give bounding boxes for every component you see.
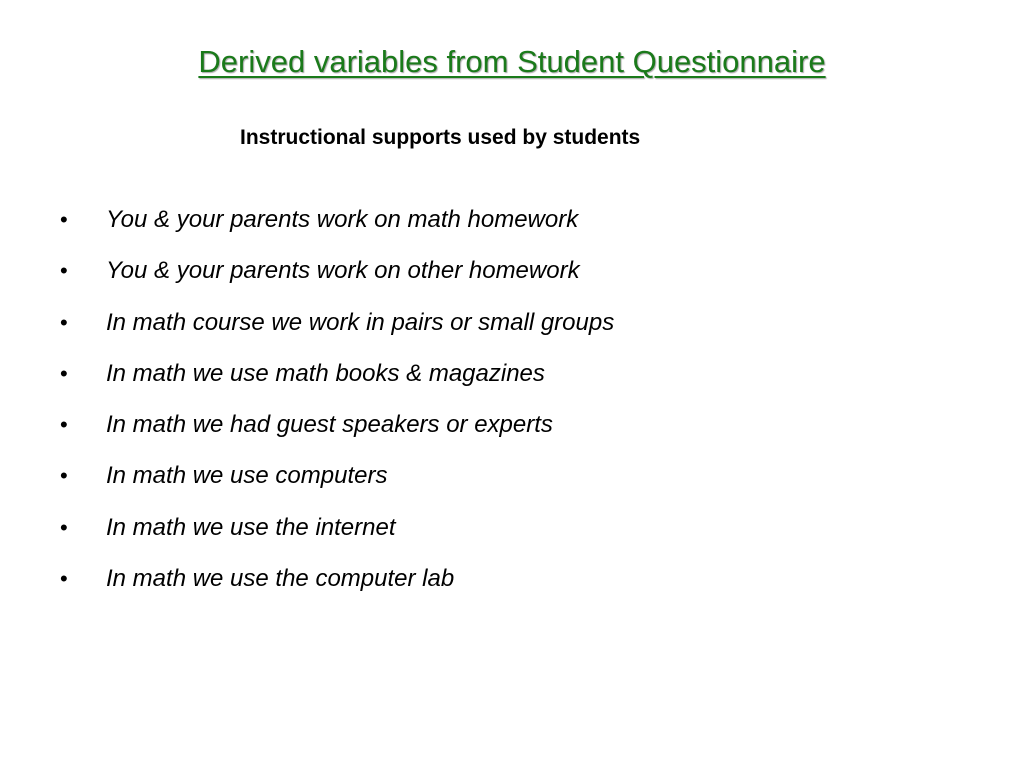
list-item	[56, 511, 614, 562]
list-item	[56, 357, 614, 408]
list-item	[56, 203, 614, 254]
list-item	[56, 306, 614, 357]
slide-title: Derived variables from Student Questionnaire	[198, 44, 826, 79]
bullet-text: In math we use the internet	[106, 513, 396, 541]
bullet-icon: •	[60, 207, 68, 232]
bullet-icon: •	[60, 360, 68, 386]
bullet-list	[56, 203, 614, 613]
bullet-text: You & your parents work on math homework	[106, 206, 579, 233]
bullet-text: In math course we work in pairs or small groups	[106, 308, 615, 336]
bullet-icon: •	[60, 566, 68, 592]
bullet-text: In math we had guest speakers or experts	[106, 411, 553, 439]
bullet-text: In math we use math books & magazines	[106, 359, 545, 387]
bullet-text: In math we use computers	[106, 462, 388, 490]
title-container	[0, 44, 1024, 80]
bullet-text: You & your parents work on other homework	[106, 257, 580, 285]
list-item	[56, 254, 614, 305]
slide-subtitle: Instructional supports used by students	[240, 126, 641, 149]
bullet-text: In math we use the computer lab	[106, 565, 455, 593]
list-item	[56, 408, 614, 459]
bullet-icon: •	[60, 412, 68, 438]
bullet-icon: •	[60, 309, 68, 335]
bullet-icon: •	[60, 514, 68, 540]
list-item	[56, 459, 614, 510]
list-item	[56, 562, 614, 613]
bullet-icon: •	[60, 463, 68, 489]
bullet-icon: •	[60, 258, 68, 284]
